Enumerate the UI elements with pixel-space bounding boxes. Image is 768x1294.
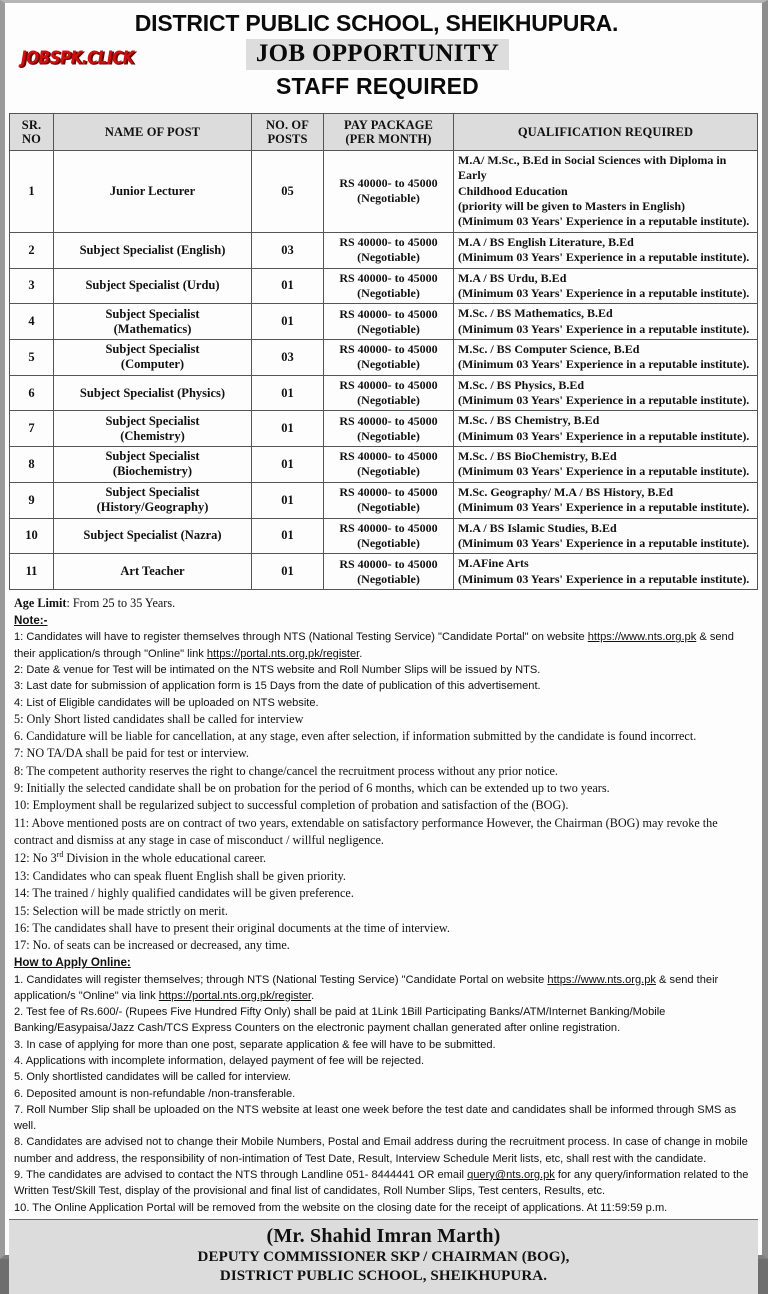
cell-pay-package [324, 304, 454, 340]
cell-no-of-posts: 05 [252, 151, 324, 233]
cell-name-of-post [54, 304, 252, 340]
cell-qualification [454, 554, 758, 590]
post-line: (Chemistry) [120, 428, 185, 443]
cell-name-of-post [54, 447, 252, 483]
cell-sr-no: 6 [10, 375, 54, 411]
signatory-role: DEPUTY COMMISSIONER SKP / CHAIRMAN (BOG), [197, 1249, 570, 1266]
note-heading: Note:- [14, 614, 48, 628]
cell-qualification [454, 151, 758, 233]
cell-name-of-post [54, 339, 252, 375]
pay-amount: RS 40000- to 45000 [339, 378, 438, 393]
post-line: Subject Specialist (Physics) [79, 385, 226, 400]
qualification-line: Childhood Education [458, 183, 568, 198]
cell-name-of-post [54, 151, 252, 233]
note-item-2: 2: Date & venue for Test will be intimated on the NTS website and Roll Number Slips will be issued by NTS. [14, 663, 541, 676]
qualification-line: (Minimum 03 Years' Experience in a reputable institute). [458, 464, 750, 479]
cell-name-of-post [54, 482, 252, 518]
cell-no-of-posts: 01 [252, 411, 324, 447]
post-line: Art Teacher [120, 564, 185, 579]
table-row [10, 447, 758, 483]
note-item-7: 7: NO TA/DA shall be paid for test or interview. [14, 746, 249, 761]
note-1-text-b: & send their application/s through "Online" link [14, 631, 734, 660]
qualification-line: (Minimum 03 Years' Experience in a reputable institute). [458, 357, 750, 372]
pay-amount: RS 40000- to 45000 [339, 342, 438, 357]
pay-amount: RS 40000- to 45000 [339, 270, 438, 285]
cell-pay-package [324, 232, 454, 268]
jobs-table-body [10, 151, 758, 590]
age-limit-line [14, 595, 752, 612]
col-header-no-of-posts-l2: POSTS [267, 132, 308, 146]
pay-note: (Negotiable) [357, 428, 420, 443]
note-item-8: 8: The competent authority reserves the right to change/cancel the recruitment process without any prior notice. [14, 763, 558, 778]
table-header-row [10, 114, 758, 151]
cell-no-of-posts: 01 [252, 304, 324, 340]
note-12-ordinal-suffix: rd [56, 850, 64, 860]
col-header-sr-no-l2: NO [22, 132, 41, 146]
staff-required-heading: STAFF REQUIRED [276, 73, 479, 100]
pay-amount: RS 40000- to 45000 [339, 413, 438, 428]
post-line: Subject Specialist [105, 306, 200, 321]
cell-sr-no: 4 [10, 304, 54, 340]
cell-pay-package [324, 151, 454, 233]
pay-note: (Negotiable) [357, 393, 420, 408]
note-1-text-c: . [359, 647, 363, 660]
qualification-line: (Minimum 03 Years' Experience in a reputable institute). [458, 393, 750, 408]
pay-note: (Negotiable) [357, 500, 420, 515]
qualification-line: M.AFine Arts [458, 556, 529, 571]
note-item-11: 11: Above mentioned posts are on contract of two years, extendable on satisfactory performance However, the Chairman (BOG) may revoke the contract and dismiss at any stage in case of misconduct / willful negligence. [14, 815, 718, 848]
page-inner [5, 3, 762, 1285]
cell-pay-package [324, 339, 454, 375]
cell-no-of-posts: 01 [252, 375, 324, 411]
pay-amount: RS 40000- to 45000 [339, 176, 438, 191]
nts-email-link[interactable]: query@nts.org.pk [467, 1169, 555, 1182]
apply-item-1 [14, 972, 752, 1005]
cell-qualification [454, 339, 758, 375]
jobs-table [9, 113, 758, 590]
note-1-text-a: 1: Candidates will have to register themselves through NTS (National Testing Service) "Candidate Portal" on website [14, 631, 588, 644]
note-item-13: 13: Candidates who can speak fluent English shall be given priority. [14, 868, 346, 883]
post-line: (History/Geography) [96, 500, 209, 515]
cell-name-of-post [54, 518, 252, 554]
col-header-qualification-l1: QUALIFICATION REQUIRED [517, 125, 694, 139]
cell-no-of-posts: 03 [252, 339, 324, 375]
col-header-qualification [454, 114, 758, 151]
age-limit-label: Age Limit [14, 595, 67, 610]
pay-note: (Negotiable) [357, 285, 420, 300]
apply-item-4: 4. Applications with incomplete information, delayed payment of fee will be rejected. [14, 1055, 425, 1067]
apply-item-5: 5. Only shortlisted candidates will be called for interview. [14, 1071, 291, 1084]
cell-sr-no: 8 [10, 447, 54, 483]
table-row [10, 518, 758, 554]
cell-no-of-posts: 01 [252, 268, 324, 304]
pay-amount: RS 40000- to 45000 [339, 449, 438, 464]
post-line: Junior Lecturer [109, 183, 196, 198]
qualification-line: (Minimum 03 Years' Experience in a reputable institute). [458, 571, 750, 586]
post-line: Subject Specialist [105, 342, 200, 357]
table-row [10, 554, 758, 590]
apply-1-text-a: 1. Candidates will register themselves; through NTS (National Testing Service) "Candidate Portal on website [14, 973, 548, 986]
how-to-apply-heading: How to Apply Online: [14, 956, 131, 970]
pay-amount: RS 40000- to 45000 [339, 520, 438, 535]
cell-sr-no: 3 [10, 268, 54, 304]
post-line: (Biochemistry) [112, 464, 193, 479]
table-row [10, 375, 758, 411]
cell-name-of-post [54, 554, 252, 590]
note-item-6: 6. Candidature will be liable for cancellation, at any stage, even after selection, if information submitted by the candidate is found incorrect. [14, 729, 697, 744]
note-item-15: 15: Selection will be made strictly on merit. [14, 903, 228, 918]
page-title: DISTRICT PUBLIC SCHOOL, SHEIKHUPURA. [134, 10, 619, 36]
qualification-line: M.A/ M.Sc., B.Ed in Social Sciences with Diploma in Early [458, 153, 727, 183]
cell-sr-no: 2 [10, 232, 54, 268]
qualification-line: (Minimum 03 Years' Experience in a reputable institute). [458, 428, 750, 443]
col-header-pay-package-l1: PAY PACKAGE [344, 118, 433, 132]
qualification-line: M.Sc. / BS Physics, B.Ed [458, 377, 585, 392]
cell-no-of-posts: 01 [252, 518, 324, 554]
cell-no-of-posts: 01 [252, 482, 324, 518]
qualification-line: M.Sc. Geography/ M.A / BS History, B.Ed [458, 484, 674, 499]
cell-no-of-posts: 01 [252, 447, 324, 483]
pay-note: (Negotiable) [357, 250, 420, 265]
note-item-14: 14: The trained / highly qualified candidates will be given preference. [14, 886, 354, 901]
table-row [10, 268, 758, 304]
pay-amount: RS 40000- to 45000 [339, 556, 438, 571]
cell-name-of-post [54, 375, 252, 411]
table-row [10, 232, 758, 268]
jobs-table-head [10, 114, 758, 151]
job-opportunity-heading: JOB OPPORTUNITY [246, 39, 509, 70]
table-row [10, 151, 758, 233]
qualification-line: M.Sc. / BS Computer Science, B.Ed [458, 341, 640, 356]
col-header-sr-no-l1: SR. [21, 118, 42, 132]
post-line: Subject Specialist (English) [79, 242, 226, 257]
qualification-line: M.Sc. / BS BioChemistry, B.Ed [458, 449, 617, 464]
age-limit-value: : From 25 to 35 Years. [66, 595, 176, 610]
cell-qualification [454, 375, 758, 411]
apply-item-3: 3. In case of applying for more than one post, separate application & fee will have to be submitted. [14, 1038, 496, 1051]
note-item-5: 5: Only Short listed candidates shall be called for interview [14, 711, 304, 726]
nts-register-link-1[interactable]: https://portal.nts.org.pk/register [206, 647, 360, 660]
cell-no-of-posts: 03 [252, 232, 324, 268]
post-line: (Computer) [120, 357, 185, 372]
cell-pay-package [324, 518, 454, 554]
cell-sr-no: 1 [10, 151, 54, 233]
note-12-text-a: 12: No 3 [14, 851, 57, 866]
apply-1-text-c: . [311, 989, 315, 1002]
cell-pay-package [324, 482, 454, 518]
col-header-sr-no [10, 114, 54, 151]
table-row [10, 411, 758, 447]
nts-website-link-2[interactable]: https://www.nts.org.pk [547, 973, 656, 986]
col-header-no-of-posts [252, 114, 324, 151]
post-line: Subject Specialist [105, 485, 200, 500]
apply-item-7: 7. Roll Number Slip shall be uploaded on the NTS website at least one week before the test date and candidates shall be informed through SMS as well. [14, 1103, 737, 1133]
post-line: Subject Specialist (Urdu) [85, 278, 220, 293]
note-item-10: 10: Employment shall be regularized subject to successful completion of probation and satisfaction of the (BOG). [14, 798, 569, 813]
col-header-name-of-post-l1: NAME OF POST [104, 125, 201, 139]
note-item-9: 9: Initially the selected candidate shall be on probation for the period of 6 months, which can be extended up to two years. [14, 781, 610, 796]
qualification-line: (Minimum 03 Years' Experience in a reputable institute). [458, 500, 750, 515]
cell-sr-no: 10 [10, 518, 54, 554]
apply-item-6: 6. Deposited amount is non-refundable /non-transferable. [14, 1087, 296, 1100]
apply-9-text-a: 9. The candidates are advised to contact the NTS through Landline 051- 8444441 OR email [14, 1169, 468, 1182]
cell-pay-package [324, 411, 454, 447]
cell-qualification [454, 411, 758, 447]
pay-note: (Negotiable) [357, 357, 420, 372]
cell-no-of-posts: 01 [252, 554, 324, 590]
apply-item-8: 8. Candidates are advised not to change their Mobile Numbers, Postal and Email address during the recruitment process. In case of change in mobile number and address, the responsibility of non-intimation of Test Date, Result, Interview Schedule Merit lists, etc, shall rest with the candidate. [14, 1136, 748, 1165]
note-item-16: 16: The candidates shall have to present their original documents at the time of interview. [14, 920, 450, 935]
col-header-name-of-post [54, 114, 252, 151]
pay-note: (Negotiable) [357, 464, 420, 479]
cell-sr-no: 11 [10, 554, 54, 590]
cell-qualification [454, 268, 758, 304]
col-header-no-of-posts-l1: NO. OF [266, 118, 309, 132]
qualification-line: (Minimum 03 Years' Experience in a reputable institute). [458, 285, 750, 300]
cell-qualification [454, 232, 758, 268]
pay-amount: RS 40000- to 45000 [339, 235, 438, 250]
cell-qualification [454, 518, 758, 554]
qualification-line: M.Sc. / BS Chemistry, B.Ed [458, 413, 600, 428]
pay-amount: RS 40000- to 45000 [339, 306, 438, 321]
pay-note: (Negotiable) [357, 571, 420, 586]
cell-pay-package [324, 554, 454, 590]
note-12-text-b: Division in the whole educational career. [63, 851, 267, 866]
cell-sr-no: 7 [10, 411, 54, 447]
post-line: Subject Specialist [105, 449, 200, 464]
signatory-name: (Mr. Shahid Imran Marth) [266, 1224, 501, 1247]
cell-qualification [454, 482, 758, 518]
cell-pay-package [324, 447, 454, 483]
table-row [10, 304, 758, 340]
signatory-organization: DISTRICT PUBLIC SCHOOL, SHEIKHUPURA. [219, 1268, 548, 1285]
qualification-line: M.A / BS English Literature, B.Ed [458, 234, 634, 249]
qualification-line: M.A / BS Islamic Studies, B.Ed [458, 520, 617, 535]
apply-item-2: 2. Test fee of Rs.600/- (Rupees Five Hundred Fifty Only) shall be paid at 1Link 1Bill Participating Banks/ATM/Internet Banking/Mobile Banking/Easypaisa/Jazz Cash/TCS Express Counters on the electronic payment challan generated after online registration. [14, 1006, 666, 1035]
col-header-pay-package [324, 114, 454, 151]
qualification-line: M.A / BS Urdu, B.Ed [458, 270, 567, 285]
post-line: Subject Specialist [105, 413, 200, 428]
apply-1-text-b: & send their application/s "Online" via link [14, 973, 719, 1002]
cell-qualification [454, 304, 758, 340]
nts-website-link-1[interactable]: https://www.nts.org.pk [587, 631, 697, 644]
cell-pay-package [324, 268, 454, 304]
advert-header [9, 3, 758, 111]
pay-note: (Negotiable) [357, 191, 420, 206]
post-line: Subject Specialist (Nazra) [83, 528, 222, 543]
cell-qualification [454, 447, 758, 483]
nts-register-link-2[interactable]: https://portal.nts.org.pk/register [158, 989, 312, 1002]
cell-name-of-post [54, 268, 252, 304]
col-header-pay-package-l2: (PER MONTH) [345, 132, 432, 146]
cell-sr-no: 5 [10, 339, 54, 375]
pay-note: (Negotiable) [357, 321, 420, 336]
qualification-line: (Minimum 03 Years' Experience in a reputable institute). [458, 321, 750, 336]
pay-amount: RS 40000- to 45000 [339, 485, 438, 500]
post-line: (Mathematics) [113, 321, 192, 336]
table-row [10, 482, 758, 518]
qualification-line: (priority will be given to Masters in English) [458, 199, 685, 214]
cell-pay-package [324, 375, 454, 411]
jobspk-watermark-logo: JOBSPK.CLICK [21, 47, 134, 69]
cell-sr-no: 9 [10, 482, 54, 518]
note-item-3: 3: Last date for submission of application form is 15 Days from the date of publication of this advertisement. [14, 680, 541, 693]
note-item-17: 17: No. of seats can be increased or decreased, any time. [14, 938, 290, 953]
cell-name-of-post [54, 411, 252, 447]
apply-item-10: 10. The Online Application Portal will be removed from the website on the closing date for the receipt of applications. At 11:59:59 p.m. [14, 1201, 668, 1214]
note-item-12 [14, 849, 752, 867]
apply-item-9 [14, 1167, 752, 1200]
qualification-line: (Minimum 03 Years' Experience in a reputable institute). [458, 214, 750, 229]
notes-section [9, 590, 758, 1216]
cell-name-of-post [54, 232, 252, 268]
pay-note: (Negotiable) [357, 535, 420, 550]
apply-9-text-b: for any query/information related to the Written Test/Skill Test, display of the provisional and final list of candidates, Roll Number Slips, Test centers, Results, etc. [14, 1169, 749, 1198]
qualification-line: M.Sc. / BS Mathematics, B.Ed [458, 306, 613, 321]
note-item-4: 4: List of Eligible candidates will be uploaded on NTS website. [14, 696, 319, 709]
table-row [10, 339, 758, 375]
note-item-1 [14, 629, 752, 662]
signature-block [9, 1219, 758, 1294]
qualification-line: (Minimum 03 Years' Experience in a reputable institute). [458, 535, 750, 550]
qualification-line: (Minimum 03 Years' Experience in a reputable institute). [458, 250, 750, 265]
